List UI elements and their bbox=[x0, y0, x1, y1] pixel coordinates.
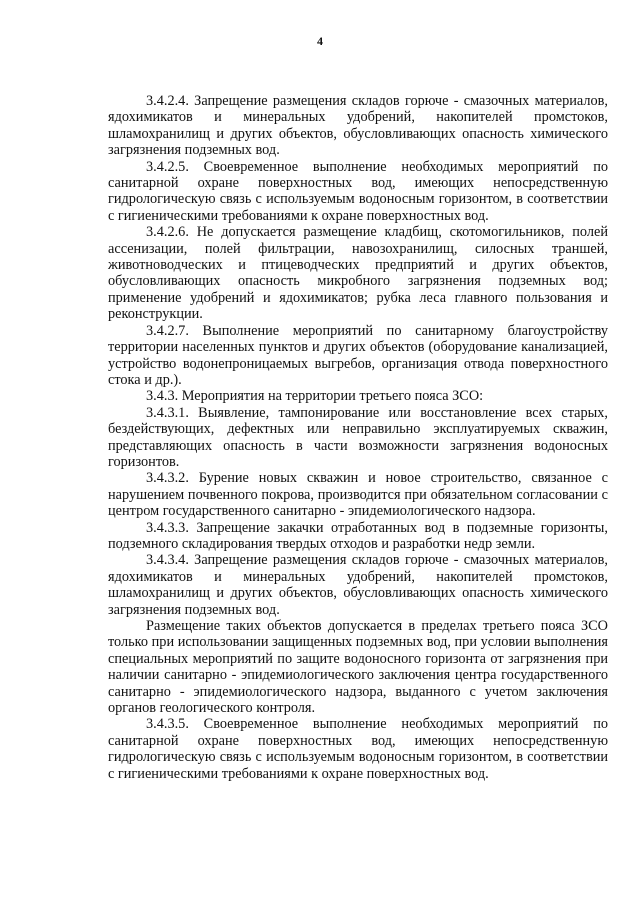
paragraph-3-4-2-5: 3.4.2.5. Своевременное выполнение необходимых мероприятий по санитарной охране поверхностных вод, имеющих непосредственную гидрологическую связь с используемым водоносным горизонтом, в соответствии с гигиеническими требованиями к охране поверхностных вод. bbox=[108, 158, 608, 224]
paragraph-3-4-3-1: 3.4.3.1. Выявление, тампонирование или восстановление всех старых, бездействующих, дефектных или неправильно эксплуатируемых скважин, представляющих опасность в части возможности загрязнения водоносных горизонтов. bbox=[108, 404, 608, 470]
paragraph-3-4-3: 3.4.3. Мероприятия на территории третьего пояса ЗСО: bbox=[146, 388, 484, 405]
paragraph-3-4-2-6: 3.4.2.6. Не допускается размещение кладбищ, скотомогильников, полей ассенизации, полей фильтрации, навозохранилищ, силосных траншей, животноводческих и птицеводческих предприятий и других объектов, обусловливающих опасность микробного загрязнения подземных вод; применение удобрений и ядохимикатов; рубка леса главного пользования и реконструкции. bbox=[108, 224, 608, 323]
paragraph-placement-conditions: Размещение таких объектов допускается в пределах третьего пояса ЗСО только при использовании защищенных подземных вод, при условии выполнения специальных мероприятий по защите водоносного горизонта от загрязнения при наличии санитарно - эпидемиологического заключения центра государственного санитарно - эпидемиологического надзора, выданного с учетом заключения органов геологического контроля. bbox=[108, 618, 608, 717]
page-number: 4 bbox=[317, 34, 323, 48]
paragraph-3-4-3-4: 3.4.3.4. Запрещение размещения складов горюче - смазочных материалов, ядохимикатов и минеральных удобрений, накопителей промстоков, шламохранилищ и других объектов, обусловливающих опасность химического загрязнения подземных вод. bbox=[108, 552, 608, 618]
paragraph-3-4-3-5: 3.4.3.5. Своевременное выполнение необходимых мероприятий по санитарной охране поверхностных вод, имеющих непосредственную гидрологическую связь с используемым водоносным горизонтом, в соответствии с гигиеническими требованиями к охране поверхностных вод. bbox=[108, 716, 608, 782]
paragraph-3-4-2-4: 3.4.2.4. Запрещение размещения складов горюче - смазочных материалов, ядохимикатов и минеральных удобрений, накопителей промстоков, шламохранилищ и других объектов, обусловливающих опасность химического загрязнения подземных вод. bbox=[108, 93, 608, 159]
paragraph-3-4-3-2: 3.4.3.2. Бурение новых скважин и новое строительство, связанное с нарушением почвенного покрова, производится при обязательном согласовании с центром государственного санитарно - эпидемиологического надзора. bbox=[108, 470, 608, 520]
paragraph-3-4-2-7: 3.4.2.7. Выполнение мероприятий по санитарному благоустройству территории населенных пунктов и других объектов (оборудование канализацией, устройство водонепроницаемых выгребов, организация отвода поверхностного стока и др.). bbox=[108, 322, 608, 388]
paragraph-3-4-3-3: 3.4.3.3. Запрещение закачки отработанных вод в подземные горизонты, подземного складирования твердых отходов и разработки недр земли. bbox=[108, 519, 608, 552]
document-body bbox=[108, 93, 608, 782]
